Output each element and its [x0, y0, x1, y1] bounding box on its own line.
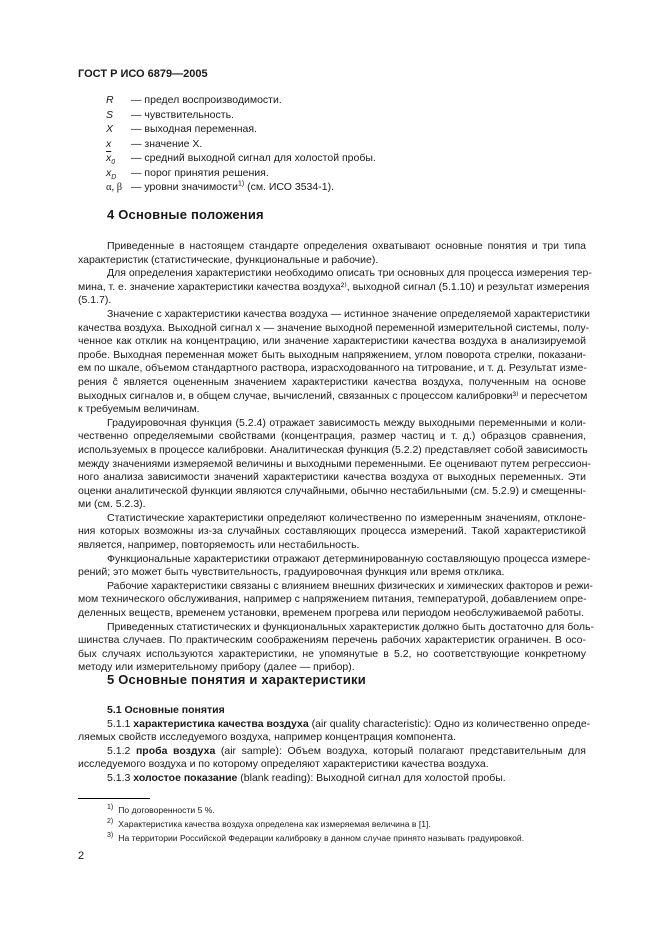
- footnote-divider: [78, 798, 150, 799]
- text-line: [78, 717, 591, 732]
- text-line: Значение c характеристики качества воздуха — истинное значение определяемой характеристики: [107, 307, 591, 320]
- subsection-title: 5.1 Основные понятия: [107, 704, 225, 716]
- text-line: рения ĉ является оцененным значением характеристики качества воздуха, полученным на основе: [78, 375, 586, 388]
- symbol-row: [106, 166, 376, 181]
- symbol-subscript: D: [111, 173, 117, 181]
- item-number: 5.1.1: [107, 717, 134, 730]
- text-line: ми (см. 5.2.3).: [78, 498, 146, 511]
- symbol-definition: — предел воспроизводимости.: [131, 94, 282, 106]
- symbol-row: [106, 151, 376, 166]
- text-line: оценки аналитической функции являются случайными, обычно нестабильными (см. 5.2.9) и смещенны-: [78, 484, 587, 497]
- subsection-5-1-heading: [78, 704, 586, 718]
- text-line: Приведенные в настоящем стандарте определения охватывают основные понятия и три типа: [107, 240, 586, 252]
- footnote: [107, 817, 524, 831]
- symbol-char: x: [106, 166, 112, 179]
- footnotes: [107, 803, 524, 845]
- text-line: Для определения характеристики необходимо описать три основных для процесса измерения тер-: [107, 267, 592, 280]
- section-4-body: [78, 240, 594, 675]
- symbol-list: [106, 93, 376, 195]
- text-line: характеристик (статистические, функциональные и рабочие).: [78, 253, 379, 266]
- symbol-row: [106, 122, 376, 137]
- symbol-definition: — уровни значимости: [131, 181, 238, 193]
- text-line: Статистические характеристики определяют количественно по измеренным значениям, отклоне-: [107, 511, 586, 524]
- footnote-text: На территории Российской Федерации калибровку в данном случае принято называть градуировкой.: [118, 833, 525, 843]
- text-line: бых случаях используются характеристики, не упомянутые в 5.2, но соответствующие конкретному: [78, 647, 586, 660]
- term-english: (blank reading):: [237, 771, 317, 784]
- text-line: методу или измерительному прибору (далее — прибор).: [78, 661, 355, 674]
- symbol: [106, 93, 131, 108]
- text-line: мом технического обслуживания, например с напряжением питания, температурой, добавлением опре-: [78, 593, 587, 606]
- text-line: Рабочие характеристики связаны с влиянием внешних физических и химических факторов и режи-: [107, 579, 593, 592]
- term: холостое показание: [133, 771, 238, 784]
- symbol-definition: — значение X.: [131, 137, 203, 150]
- text-line: является, например, повторяемость или нестабильность.: [78, 539, 360, 552]
- text-line: [78, 758, 586, 772]
- text-line: [78, 745, 586, 759]
- text-line: к требуемым величинам.: [78, 403, 200, 416]
- paragraph: [78, 416, 591, 512]
- text-line: ченное как отклик на концентрацию, или значение характеристики качества воздуха в анализируемой: [78, 335, 586, 348]
- definition-text: Одно из количественно опреде-: [434, 717, 591, 730]
- paragraph: [78, 512, 586, 553]
- text-line: ния которых возможны из-за случайных составляющих процесса измерений. Такой характеристикой: [78, 525, 586, 538]
- footnote-ref: 1): [237, 180, 245, 188]
- definition-text: ляемых свойств исследуемого воздуха, например концентрация компонента.: [78, 731, 456, 744]
- text-line: пробе. Выходная переменная может быть выходным напряжением, углом поворота стрелки, показани-: [78, 348, 586, 361]
- symbol-row: [106, 93, 376, 108]
- symbol-char: α, β: [106, 182, 123, 193]
- definition-text: Выходной сигнал для холостой пробы.: [316, 771, 506, 784]
- footnote-text: По договоренности 5 %.: [118, 805, 215, 815]
- term: характеристика качества воздуха: [133, 717, 309, 730]
- definition-list: [78, 717, 591, 786]
- symbol: [106, 137, 131, 152]
- symbol-subscript: 0: [111, 159, 116, 167]
- text-line: Функциональные характеристики отражают детерминированную составляющую процесса измере-: [107, 552, 591, 565]
- symbol-definition-tail: (см. ИСО 3534-1).: [244, 181, 334, 193]
- symbol-char: R: [106, 94, 114, 106]
- symbol-row: [106, 137, 376, 152]
- symbol-row: [106, 180, 376, 195]
- symbol: [106, 108, 131, 123]
- section-5-heading: 5 Основные понятия и характеристики: [107, 672, 366, 687]
- definition-text: Объем воздуха, который полагают представительным для: [287, 744, 586, 757]
- definition-item: [78, 745, 586, 772]
- symbol: [106, 181, 131, 196]
- symbol-char: X: [106, 123, 114, 135]
- footnote-mark: 3): [107, 832, 114, 840]
- footnote: [107, 831, 524, 845]
- symbol-char: $\overline{x}$: [106, 152, 112, 164]
- item-number: 5.1.2: [107, 744, 136, 757]
- text-line: (5.1.7).: [78, 294, 112, 307]
- section-4-heading: 4 Основные положения: [107, 207, 264, 222]
- paragraph: [78, 579, 593, 621]
- text-line: между значениями измеряемой величины и выходными переменными. Ее оценивают путем регрессион-: [78, 457, 591, 470]
- document-header: ГОСТ Р ИСО 6879—2005: [78, 68, 208, 80]
- definition-item: [78, 717, 591, 745]
- symbol-char: S: [106, 108, 114, 121]
- text-line: используемых в процессе калибровки. Аналитическая функция (5.2.2) представляет собой зависимость: [78, 443, 588, 456]
- text-line: [78, 731, 586, 745]
- text-line: Приведенных статистических и функциональных характеристик должно быть достаточно для боль-: [107, 620, 594, 633]
- section-5-1: [78, 704, 591, 786]
- definition-text: исследуемого воздуха и по которому определяют характеристики качества воздуха.: [78, 758, 489, 771]
- paragraph: [78, 552, 591, 580]
- footnote-mark: 1): [107, 804, 114, 812]
- text-line: рений; это может быть чувствительность, градуировочная функция или время отклика.: [78, 566, 505, 579]
- footnote-mark: 2): [107, 818, 114, 826]
- paragraph: [78, 307, 591, 417]
- symbol: [106, 122, 131, 137]
- symbol-definition: — выходная переменная.: [131, 123, 257, 135]
- text-line: [78, 772, 586, 786]
- term-english: (air sample):: [215, 744, 288, 757]
- term: проба воздуха: [135, 744, 216, 757]
- paragraph: [78, 240, 586, 267]
- text-line: шинства случаев. По практическим соображениям перечень рабочих характеристик ограничен. В осо-: [78, 634, 586, 647]
- footnote-text: Характеристика качества воздуха определена как измеряемая величина в [1].: [118, 819, 431, 829]
- symbol-definition: — порог принятия решения.: [131, 166, 269, 179]
- symbol-char: x: [106, 137, 112, 150]
- text-line: чественно определяемыми свойствами (концентрация, размер частиц и т. д.) образцов сравнения,: [78, 430, 586, 443]
- item-number: 5.1.3: [107, 771, 134, 784]
- text-line: выходных сигналов и, в общем случае, вычислений, связанных с процессом калибровки³⁾ и пересчетом: [78, 389, 588, 402]
- page-number: 2: [78, 850, 85, 862]
- term-english: (air quality characteristic):: [308, 717, 435, 730]
- text-line: ем по шкале, объемом стандартного раствора, израсходованного на титрование, и т. д. Результат изме-: [78, 362, 587, 375]
- symbol-definition: — средний выходной сигнал для холостой пробы.: [131, 152, 376, 164]
- text-line: Градуировочная функция (5.2.4) отражает зависимость между выходными переменными и коли-: [107, 416, 586, 429]
- paragraph: [78, 620, 594, 675]
- text-line: ного анализа зависимости значений характеристики качества воздуха от выходных переменных. Эти: [78, 471, 586, 484]
- text-line: мина, т. е. значение характеристики качества воздуха²⁾, выходной сигнал (5.1.10) и результат измерения: [78, 280, 590, 293]
- footnote: [107, 803, 524, 817]
- symbol-row: [106, 108, 376, 123]
- text-line: деленных веществ, временем установки, временем прогрева или периодом необслуживаемой работы.: [78, 607, 584, 620]
- definition-item: [78, 772, 586, 786]
- symbol-definition: — чувствительность.: [131, 108, 234, 121]
- text-line: качества воздуха. Выходной сигнал x — значение выходной переменной измерительной системы, полу-: [78, 321, 590, 334]
- paragraph: [78, 267, 592, 308]
